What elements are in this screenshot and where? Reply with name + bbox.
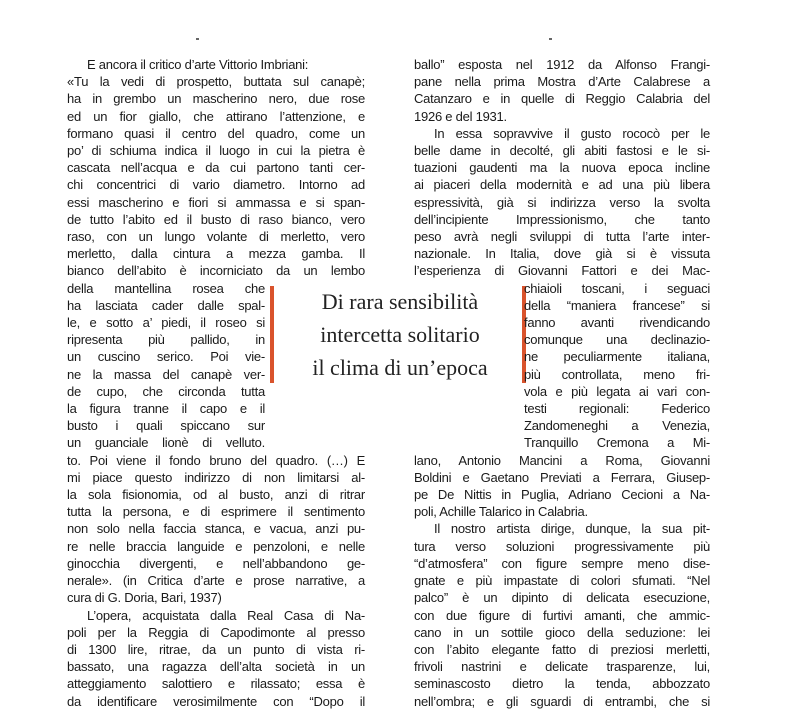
text-line: ai piaceri della modernità e ad una più libera: [414, 177, 710, 193]
text-line: to. Poi viene il fondo bruno del quadro. (…) E: [67, 452, 365, 468]
text-line: cura di G. Doria, Bari, 1937): [67, 590, 222, 606]
article-column-right: [414, 56, 710, 710]
text-line: tutta la persona, e di esprimere il sentimento: [67, 504, 365, 520]
text-line: Boldini e Gaetano Previati a Ferrara, Giusep-: [414, 469, 710, 485]
text-line: poli per la Reggia di Capodimonte al presso: [67, 624, 365, 640]
text-line: essi mascherino e fiori si ammassa e si span-: [67, 194, 365, 210]
accent-bar-left: [270, 286, 274, 383]
text-line: atteggiamento salottiero e rilassato; essa è: [67, 676, 365, 692]
paragraph: [67, 607, 365, 710]
text-line: po’ di schiuma indica il luogo in cui la pietra è: [67, 143, 365, 159]
text-line: tuazioni gaudenti ma la nuova epoca incline: [414, 160, 710, 176]
text-line: ha lasciata cader dalle spal-: [67, 297, 265, 313]
crop-mark: [196, 38, 199, 40]
text-line: Tranquillo Cremona a Mi-: [524, 435, 710, 451]
text-line: L’opera, acquistata dalla Real Casa di Na-: [87, 607, 365, 623]
text-line: testi regionali: Federico: [524, 401, 710, 417]
text-line: della mantellina rosea che: [67, 280, 265, 296]
text-line: pane nella prima Mostra d’Arte Calabrese a: [414, 74, 710, 90]
text-line: con due figure di furtivi amanti, che ammic-: [414, 607, 710, 623]
text-line: 1926 e del 1931.: [414, 108, 507, 124]
text-line: cascata nell’acqua e da cui partono tanti cer-: [67, 160, 365, 176]
text-line: fanno avanti rivendicando: [524, 315, 710, 331]
text-line: nazionale. In Italia, dove già si è vissuta: [414, 246, 710, 262]
text-line: re nelle braccia languide e penzoloni, e nelle: [67, 538, 365, 554]
text-line: de cupo, che circonda tutta: [67, 383, 265, 399]
text-line: Catanzaro e in quelle di Reggio Calabria del: [414, 91, 710, 107]
text-line: bassato, una ragazza dell’alta società in un: [67, 659, 365, 675]
text-line: mi piace questo indirizzo di non limitarsi al-: [67, 469, 365, 485]
text-line: raso, con un lungo volante di merletto, vero: [67, 229, 365, 245]
text-line: ne la massa del canapè ver-: [67, 366, 265, 382]
text-line: pe De Nittis in Puglia, Adriano Cecioni a Na-: [414, 487, 710, 503]
text-line: di 1300 lire, ritrae, da un punto di vista ri-: [67, 641, 365, 657]
text-line: espressività, già si indirizza verso la svolta: [414, 194, 710, 210]
text-line: chi concentrici di vario diametro. Intorno ad: [67, 177, 365, 193]
text-line: l’esperienza di Giovanni Fattori e dei Mac-: [414, 263, 710, 279]
pull-quote-line: Di rara sensibilità: [321, 289, 479, 314]
text-line: non solo nella faccia stanca, e vacua, anzi pu-: [67, 521, 365, 537]
text-line: bianco dell’abito è incorniciato da un lembo: [67, 263, 365, 279]
text-line: più controllata, meno fri-: [524, 366, 710, 382]
text-line: ha in grembo un mascherino nero, due rose: [67, 91, 365, 107]
text-line: un cuscino serico. Poi vie-: [67, 349, 265, 365]
text-line: chiaioli toscani, i seguaci: [524, 280, 710, 296]
text-line: belle dame in decolté, gli abiti fastosi e le si-: [414, 143, 710, 159]
text-line: seminascosto dietro la tenda, abbozzato: [414, 676, 710, 692]
paragraph: [414, 520, 710, 709]
text-line: vola e più legata ai vari con-: [524, 383, 710, 399]
text-line: «Tu la vedi di prospetto, buttata sul canapè;: [67, 74, 365, 90]
text-line: dell’incipiente Impressionismo, che tanto: [414, 211, 710, 227]
text-line: In essa sopravvive il gusto rococò per le: [434, 125, 710, 141]
paragraph: [414, 56, 710, 125]
text-line: frivoli nastrini e delicate trasparenze, lui,: [414, 659, 710, 675]
text-line: le, e sotto a’ piedi, il roseo si: [67, 315, 265, 331]
text-line: poli, Achille Talarico in Calabria.: [414, 504, 588, 520]
text-line: la sola fisionomia, od al busto, anzi di ritrar: [67, 487, 365, 503]
paragraph: [414, 125, 710, 521]
text-line: un guanciale lionè di velluto.: [67, 435, 265, 451]
text-line: ripresenta più pallido, in: [67, 332, 265, 348]
text-line: da identificare verosimilmente con “Dopo il: [67, 693, 365, 709]
crop-mark: [549, 38, 552, 40]
text-line: la figura tranne il capo e il: [67, 401, 265, 417]
text-line: ed un fior giallo, che attirano l’attenzione, e: [67, 108, 365, 124]
text-line: ne peculiarmente italiana,: [524, 349, 710, 365]
text-line: nerale». (in Critica d’arte e prose narrative, a: [67, 573, 365, 589]
text-line: lano, Antonio Mancini a Roma, Giovanni: [414, 452, 710, 468]
text-line: peso avrà negli sviluppi di tutta l’arte inter-: [414, 229, 710, 245]
text-line: cano in un sottile gioco della seduzione: lei: [414, 624, 710, 640]
text-line: ginocchia divergenti, e nell’abbandono ge-: [67, 555, 365, 571]
text-line: nell’ombra; e gli sguardi di entrambi, che si: [414, 693, 710, 709]
paragraph: [67, 56, 365, 73]
text-line: merletto, dalla cintura a mezza gamba. Il: [67, 246, 365, 262]
text-line: busto i quali spiccano sur: [67, 418, 265, 434]
pull-quote-line: il clima di un’epoca: [312, 355, 488, 380]
text-line: tura verso soluzioni progressivamente più: [414, 538, 710, 554]
text-line: gnate e più impastate di colori sfumati. “Nel: [414, 573, 710, 589]
text-line: formano quasi il centro del quadro, come un: [67, 125, 365, 141]
text-line: con l’abito elegante fatto di preziosi merletti,: [414, 641, 710, 657]
text-line: Zandomeneghi a Venezia,: [524, 418, 710, 434]
text-line: della “maniera francese” si: [524, 297, 710, 313]
text-line: E ancora il critico d’arte Vittorio Imbriani:: [87, 57, 309, 72]
text-line: palco” è un dipinto di delicata esecuzione,: [414, 590, 710, 606]
text-line: de tutto l’abito ed il busto di raso bianco, vero: [67, 211, 365, 227]
pull-quote-line: intercetta solitario: [320, 322, 480, 347]
text-line: comunque una declinazio-: [524, 332, 710, 348]
text-line: ballo” esposta nel 1912 da Alfonso Frangi-: [414, 57, 710, 72]
text-line: Il nostro artista dirige, dunque, la sua pit-: [434, 521, 710, 537]
text-line: “d’atmosfera” con figure sempre meno dise-: [414, 555, 710, 571]
